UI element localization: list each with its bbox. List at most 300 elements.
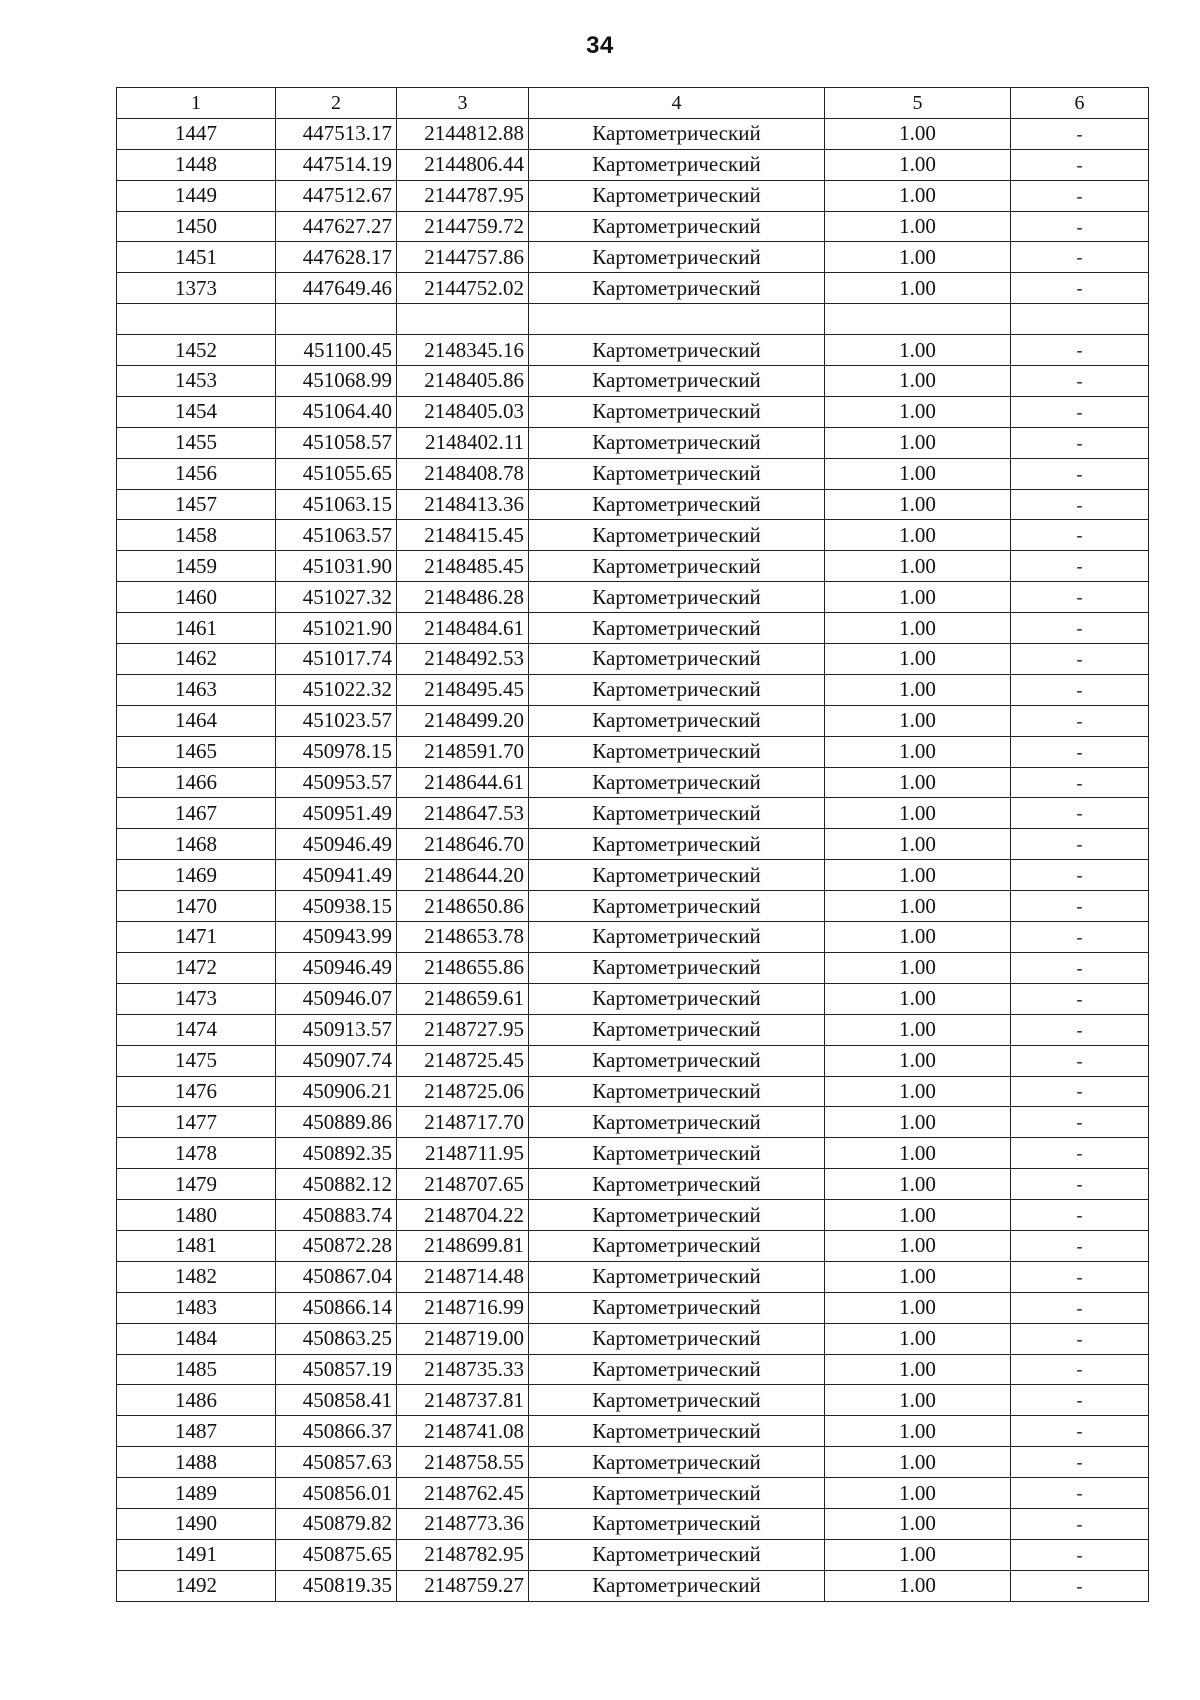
x-coordinate-cell: 450889.86 <box>276 1107 397 1138</box>
accuracy-cell: 1.00 <box>825 1354 1011 1385</box>
x-coordinate-cell: 450879.82 <box>276 1508 397 1539</box>
method-cell: Картометрический <box>529 489 825 520</box>
table-row <box>117 829 1149 860</box>
point-number-cell: 1469 <box>117 860 276 891</box>
x-coordinate-cell: 450857.63 <box>276 1447 397 1478</box>
x-coordinate-cell: 447628.17 <box>276 242 397 273</box>
accuracy-cell: 1.00 <box>825 613 1011 644</box>
table-row <box>117 952 1149 983</box>
accuracy-cell: 1.00 <box>825 1478 1011 1509</box>
method-cell: Картометрический <box>529 211 825 242</box>
accuracy-cell: 1.00 <box>825 273 1011 304</box>
table-row <box>117 1478 1149 1509</box>
note-cell: - <box>1011 983 1149 1014</box>
note-cell: - <box>1011 458 1149 489</box>
accuracy-cell: 1.00 <box>825 1045 1011 1076</box>
method-cell: Картометрический <box>529 1045 825 1076</box>
note-cell: - <box>1011 1076 1149 1107</box>
note-cell: - <box>1011 1416 1149 1447</box>
x-coordinate-cell: 451021.90 <box>276 613 397 644</box>
accuracy-cell: 1.00 <box>825 767 1011 798</box>
point-number-cell: 1476 <box>117 1076 276 1107</box>
method-cell: Картометрический <box>529 242 825 273</box>
point-number-cell <box>117 304 276 335</box>
page-number: 34 <box>586 32 614 59</box>
point-number-cell: 1460 <box>117 582 276 613</box>
y-coordinate-cell: 2148717.70 <box>397 1107 529 1138</box>
x-coordinate-cell: 451022.32 <box>276 674 397 705</box>
accuracy-cell: 1.00 <box>825 1169 1011 1200</box>
table-row <box>117 1076 1149 1107</box>
note-cell: - <box>1011 1200 1149 1231</box>
y-coordinate-cell: 2148716.99 <box>397 1292 529 1323</box>
table-row <box>117 582 1149 613</box>
note-cell: - <box>1011 613 1149 644</box>
table-row <box>117 1292 1149 1323</box>
y-coordinate-cell: 2148659.61 <box>397 983 529 1014</box>
point-number-cell: 1489 <box>117 1478 276 1509</box>
accuracy-cell: 1.00 <box>825 674 1011 705</box>
y-coordinate-cell: 2148782.95 <box>397 1539 529 1570</box>
y-coordinate-cell: 2148485.45 <box>397 551 529 582</box>
method-cell: Картометрический <box>529 1014 825 1045</box>
table-row <box>117 1385 1149 1416</box>
accuracy-cell: 1.00 <box>825 922 1011 953</box>
note-cell: - <box>1011 1447 1149 1478</box>
point-number-cell: 1454 <box>117 396 276 427</box>
y-coordinate-cell: 2144812.88 <box>397 118 529 149</box>
point-number-cell: 1458 <box>117 520 276 551</box>
column-header: 1 <box>117 88 276 119</box>
y-coordinate-cell: 2148741.08 <box>397 1416 529 1447</box>
table-row <box>117 551 1149 582</box>
note-cell: - <box>1011 118 1149 149</box>
accuracy-cell: 1.00 <box>825 829 1011 860</box>
x-coordinate-cell: 450863.25 <box>276 1323 397 1354</box>
method-cell: Картометрический <box>529 952 825 983</box>
point-number-cell: 1487 <box>117 1416 276 1447</box>
table-row <box>117 860 1149 891</box>
accuracy-cell: 1.00 <box>825 366 1011 397</box>
method-cell: Картометрический <box>529 1478 825 1509</box>
note-cell: - <box>1011 952 1149 983</box>
table-row <box>117 242 1149 273</box>
method-cell: Картометрический <box>529 1539 825 1570</box>
x-coordinate-cell: 450867.04 <box>276 1261 397 1292</box>
x-coordinate-cell: 450856.01 <box>276 1478 397 1509</box>
accuracy-cell: 1.00 <box>825 1107 1011 1138</box>
point-number-cell: 1449 <box>117 180 276 211</box>
point-number-cell: 1466 <box>117 767 276 798</box>
accuracy-cell: 1.00 <box>825 860 1011 891</box>
accuracy-cell: 1.00 <box>825 891 1011 922</box>
method-cell: Картометрический <box>529 1447 825 1478</box>
y-coordinate-cell: 2148644.20 <box>397 860 529 891</box>
y-coordinate-cell: 2148486.28 <box>397 582 529 613</box>
accuracy-cell: 1.00 <box>825 1570 1011 1601</box>
point-number-cell: 1451 <box>117 242 276 273</box>
note-cell: - <box>1011 1385 1149 1416</box>
column-header: 5 <box>825 88 1011 119</box>
method-cell: Картометрический <box>529 674 825 705</box>
table-row <box>117 1200 1149 1231</box>
x-coordinate-cell: 447627.27 <box>276 211 397 242</box>
note-cell: - <box>1011 860 1149 891</box>
y-coordinate-cell: 2148408.78 <box>397 458 529 489</box>
x-coordinate-cell: 447513.17 <box>276 118 397 149</box>
point-number-cell: 1490 <box>117 1508 276 1539</box>
method-cell: Картометрический <box>529 983 825 1014</box>
coordinates-table <box>116 87 1149 1602</box>
method-cell: Картометрический <box>529 644 825 675</box>
method-cell: Картометрический <box>529 860 825 891</box>
y-coordinate-cell: 2148719.00 <box>397 1323 529 1354</box>
note-cell: - <box>1011 427 1149 458</box>
y-coordinate-cell: 2148758.55 <box>397 1447 529 1478</box>
note-cell: - <box>1011 644 1149 675</box>
point-number-cell: 1465 <box>117 736 276 767</box>
y-coordinate-cell: 2148492.53 <box>397 644 529 675</box>
x-coordinate-cell: 451058.57 <box>276 427 397 458</box>
method-cell: Картометрический <box>529 1508 825 1539</box>
table-row <box>117 613 1149 644</box>
y-coordinate-cell: 2148725.45 <box>397 1045 529 1076</box>
method-cell: Картометрический <box>529 427 825 458</box>
method-cell: Картометрический <box>529 335 825 366</box>
method-cell: Картометрический <box>529 1261 825 1292</box>
y-coordinate-cell: 2144759.72 <box>397 211 529 242</box>
accuracy-cell: 1.00 <box>825 520 1011 551</box>
method-cell <box>529 304 825 335</box>
table-row <box>117 1014 1149 1045</box>
method-cell: Картометрический <box>529 118 825 149</box>
method-cell: Картометрический <box>529 1292 825 1323</box>
x-coordinate-cell: 451055.65 <box>276 458 397 489</box>
method-cell: Картометрический <box>529 922 825 953</box>
point-number-cell: 1475 <box>117 1045 276 1076</box>
point-number-cell: 1468 <box>117 829 276 860</box>
note-cell: - <box>1011 273 1149 304</box>
point-number-cell: 1471 <box>117 922 276 953</box>
y-coordinate-cell: 2148415.45 <box>397 520 529 551</box>
method-cell: Картометрический <box>529 366 825 397</box>
accuracy-cell: 1.00 <box>825 1508 1011 1539</box>
accuracy-cell: 1.00 <box>825 458 1011 489</box>
method-cell: Картометрический <box>529 180 825 211</box>
table-header-row <box>117 88 1149 119</box>
method-cell: Картометрический <box>529 1230 825 1261</box>
point-number-cell: 1474 <box>117 1014 276 1045</box>
table-row <box>117 1570 1149 1601</box>
note-cell: - <box>1011 149 1149 180</box>
y-coordinate-cell: 2148727.95 <box>397 1014 529 1045</box>
method-cell: Картометрический <box>529 458 825 489</box>
point-number-cell: 1486 <box>117 1385 276 1416</box>
method-cell: Картометрический <box>529 798 825 829</box>
y-coordinate-cell <box>397 304 529 335</box>
x-coordinate-cell: 450907.74 <box>276 1045 397 1076</box>
x-coordinate-cell: 447512.67 <box>276 180 397 211</box>
y-coordinate-cell: 2148499.20 <box>397 705 529 736</box>
x-coordinate-cell: 447649.46 <box>276 273 397 304</box>
point-number-cell: 1478 <box>117 1138 276 1169</box>
column-header: 3 <box>397 88 529 119</box>
x-coordinate-cell: 450892.35 <box>276 1138 397 1169</box>
table-row <box>117 458 1149 489</box>
x-coordinate-cell: 450938.15 <box>276 891 397 922</box>
note-cell: - <box>1011 396 1149 427</box>
note-cell: - <box>1011 1508 1149 1539</box>
note-cell: - <box>1011 242 1149 273</box>
note-cell: - <box>1011 551 1149 582</box>
table-row <box>117 520 1149 551</box>
column-header: 6 <box>1011 88 1149 119</box>
table-row <box>117 736 1149 767</box>
table-row <box>117 1138 1149 1169</box>
note-cell: - <box>1011 1323 1149 1354</box>
method-cell: Картометрический <box>529 149 825 180</box>
table-row <box>117 211 1149 242</box>
y-coordinate-cell: 2148714.48 <box>397 1261 529 1292</box>
table-row <box>117 366 1149 397</box>
table-row <box>117 489 1149 520</box>
accuracy-cell: 1.00 <box>825 582 1011 613</box>
table-row <box>117 1323 1149 1354</box>
method-cell: Картометрический <box>529 1200 825 1231</box>
accuracy-cell: 1.00 <box>825 489 1011 520</box>
accuracy-cell: 1.00 <box>825 705 1011 736</box>
table-row <box>117 1508 1149 1539</box>
y-coordinate-cell: 2148405.86 <box>397 366 529 397</box>
point-number-cell: 1450 <box>117 211 276 242</box>
y-coordinate-cell: 2148737.81 <box>397 1385 529 1416</box>
y-coordinate-cell: 2148644.61 <box>397 767 529 798</box>
point-number-cell: 1453 <box>117 366 276 397</box>
table-row <box>117 798 1149 829</box>
table-row <box>117 118 1149 149</box>
note-cell: - <box>1011 582 1149 613</box>
note-cell: - <box>1011 520 1149 551</box>
point-number-cell: 1477 <box>117 1107 276 1138</box>
y-coordinate-cell: 2148413.36 <box>397 489 529 520</box>
x-coordinate-cell: 450866.37 <box>276 1416 397 1447</box>
accuracy-cell: 1.00 <box>825 1200 1011 1231</box>
accuracy-cell: 1.00 <box>825 1323 1011 1354</box>
y-coordinate-cell: 2144806.44 <box>397 149 529 180</box>
y-coordinate-cell: 2148402.11 <box>397 427 529 458</box>
y-coordinate-cell: 2148405.03 <box>397 396 529 427</box>
accuracy-cell: 1.00 <box>825 396 1011 427</box>
note-cell: - <box>1011 1539 1149 1570</box>
point-number-cell: 1482 <box>117 1261 276 1292</box>
method-cell: Картометрический <box>529 1323 825 1354</box>
point-number-cell: 1473 <box>117 983 276 1014</box>
y-coordinate-cell: 2148704.22 <box>397 1200 529 1231</box>
point-number-cell: 1373 <box>117 273 276 304</box>
accuracy-cell: 1.00 <box>825 211 1011 242</box>
x-coordinate-cell: 450872.28 <box>276 1230 397 1261</box>
x-coordinate-cell: 450946.49 <box>276 952 397 983</box>
accuracy-cell: 1.00 <box>825 1539 1011 1570</box>
accuracy-cell: 1.00 <box>825 335 1011 366</box>
accuracy-cell: 1.00 <box>825 427 1011 458</box>
note-cell: - <box>1011 767 1149 798</box>
y-coordinate-cell: 2148762.45 <box>397 1478 529 1509</box>
accuracy-cell: 1.00 <box>825 1014 1011 1045</box>
note-cell: - <box>1011 1014 1149 1045</box>
x-coordinate-cell: 450943.99 <box>276 922 397 953</box>
x-coordinate-cell: 451068.99 <box>276 366 397 397</box>
point-number-cell: 1464 <box>117 705 276 736</box>
point-number-cell: 1452 <box>117 335 276 366</box>
table-row <box>117 1169 1149 1200</box>
note-cell: - <box>1011 1045 1149 1076</box>
point-number-cell: 1459 <box>117 551 276 582</box>
note-cell: - <box>1011 1230 1149 1261</box>
method-cell: Картометрический <box>529 396 825 427</box>
method-cell: Картометрический <box>529 1385 825 1416</box>
table-row <box>117 705 1149 736</box>
point-number-cell: 1463 <box>117 674 276 705</box>
method-cell: Картометрический <box>529 273 825 304</box>
accuracy-cell: 1.00 <box>825 1138 1011 1169</box>
x-coordinate-cell: 450875.65 <box>276 1539 397 1570</box>
x-coordinate-cell: 450906.21 <box>276 1076 397 1107</box>
table-row <box>117 396 1149 427</box>
method-cell: Картометрический <box>529 1107 825 1138</box>
note-cell: - <box>1011 1478 1149 1509</box>
x-coordinate-cell: 450951.49 <box>276 798 397 829</box>
point-number-cell: 1461 <box>117 613 276 644</box>
point-number-cell: 1492 <box>117 1570 276 1601</box>
table-row <box>117 674 1149 705</box>
accuracy-cell: 1.00 <box>825 1416 1011 1447</box>
y-coordinate-cell: 2144752.02 <box>397 273 529 304</box>
y-coordinate-cell: 2148653.78 <box>397 922 529 953</box>
table-row <box>117 304 1149 335</box>
y-coordinate-cell: 2148591.70 <box>397 736 529 767</box>
x-coordinate-cell: 450913.57 <box>276 1014 397 1045</box>
accuracy-cell: 1.00 <box>825 118 1011 149</box>
table-row <box>117 335 1149 366</box>
point-number-cell: 1484 <box>117 1323 276 1354</box>
method-cell: Картометрический <box>529 1416 825 1447</box>
table-row <box>117 180 1149 211</box>
note-cell: - <box>1011 1169 1149 1200</box>
y-coordinate-cell: 2148711.95 <box>397 1138 529 1169</box>
table-row <box>117 149 1149 180</box>
method-cell: Картометрический <box>529 520 825 551</box>
table-row <box>117 1447 1149 1478</box>
y-coordinate-cell: 2148484.61 <box>397 613 529 644</box>
accuracy-cell: 1.00 <box>825 952 1011 983</box>
note-cell: - <box>1011 705 1149 736</box>
table-row <box>117 1261 1149 1292</box>
method-cell: Картометрический <box>529 767 825 798</box>
column-header: 2 <box>276 88 397 119</box>
note-cell: - <box>1011 180 1149 211</box>
note-cell: - <box>1011 891 1149 922</box>
x-coordinate-cell: 450946.49 <box>276 829 397 860</box>
x-coordinate-cell: 450882.12 <box>276 1169 397 1200</box>
y-coordinate-cell: 2148725.06 <box>397 1076 529 1107</box>
y-coordinate-cell: 2148650.86 <box>397 891 529 922</box>
note-cell: - <box>1011 829 1149 860</box>
x-coordinate-cell: 450857.19 <box>276 1354 397 1385</box>
table-row <box>117 767 1149 798</box>
method-cell: Картометрический <box>529 1076 825 1107</box>
y-coordinate-cell: 2148707.65 <box>397 1169 529 1200</box>
x-coordinate-cell: 451064.40 <box>276 396 397 427</box>
x-coordinate-cell: 450858.41 <box>276 1385 397 1416</box>
x-coordinate-cell: 450866.14 <box>276 1292 397 1323</box>
accuracy-cell: 1.00 <box>825 1385 1011 1416</box>
x-coordinate-cell <box>276 304 397 335</box>
x-coordinate-cell: 450819.35 <box>276 1570 397 1601</box>
accuracy-cell: 1.00 <box>825 180 1011 211</box>
x-coordinate-cell: 450883.74 <box>276 1200 397 1231</box>
accuracy-cell: 1.00 <box>825 1447 1011 1478</box>
point-number-cell: 1483 <box>117 1292 276 1323</box>
x-coordinate-cell: 450946.07 <box>276 983 397 1014</box>
table-row <box>117 273 1149 304</box>
x-coordinate-cell: 450978.15 <box>276 736 397 767</box>
point-number-cell: 1481 <box>117 1230 276 1261</box>
y-coordinate-cell: 2148495.45 <box>397 674 529 705</box>
point-number-cell: 1448 <box>117 149 276 180</box>
y-coordinate-cell: 2148735.33 <box>397 1354 529 1385</box>
y-coordinate-cell: 2148773.36 <box>397 1508 529 1539</box>
x-coordinate-cell: 447514.19 <box>276 149 397 180</box>
accuracy-cell <box>825 304 1011 335</box>
point-number-cell: 1485 <box>117 1354 276 1385</box>
note-cell: - <box>1011 1354 1149 1385</box>
y-coordinate-cell: 2148655.86 <box>397 952 529 983</box>
table-row <box>117 1354 1149 1385</box>
method-cell: Картометрический <box>529 551 825 582</box>
method-cell: Картометрический <box>529 613 825 644</box>
point-number-cell: 1488 <box>117 1447 276 1478</box>
y-coordinate-cell: 2148699.81 <box>397 1230 529 1261</box>
accuracy-cell: 1.00 <box>825 551 1011 582</box>
note-cell: - <box>1011 335 1149 366</box>
point-number-cell: 1447 <box>117 118 276 149</box>
point-number-cell: 1479 <box>117 1169 276 1200</box>
x-coordinate-cell: 451017.74 <box>276 644 397 675</box>
note-cell: - <box>1011 1138 1149 1169</box>
table-row <box>117 1045 1149 1076</box>
point-number-cell: 1472 <box>117 952 276 983</box>
y-coordinate-cell: 2144787.95 <box>397 180 529 211</box>
table-row <box>117 1230 1149 1261</box>
point-number-cell: 1470 <box>117 891 276 922</box>
method-cell: Картометрический <box>529 891 825 922</box>
method-cell: Картометрический <box>529 736 825 767</box>
table-row <box>117 983 1149 1014</box>
x-coordinate-cell: 451063.15 <box>276 489 397 520</box>
y-coordinate-cell: 2148647.53 <box>397 798 529 829</box>
x-coordinate-cell: 450953.57 <box>276 767 397 798</box>
note-cell: - <box>1011 674 1149 705</box>
accuracy-cell: 1.00 <box>825 1230 1011 1261</box>
table-row <box>117 1539 1149 1570</box>
table-row <box>117 922 1149 953</box>
accuracy-cell: 1.00 <box>825 736 1011 767</box>
x-coordinate-cell: 451100.45 <box>276 335 397 366</box>
method-cell: Картометрический <box>529 1570 825 1601</box>
accuracy-cell: 1.00 <box>825 798 1011 829</box>
note-cell: - <box>1011 1292 1149 1323</box>
